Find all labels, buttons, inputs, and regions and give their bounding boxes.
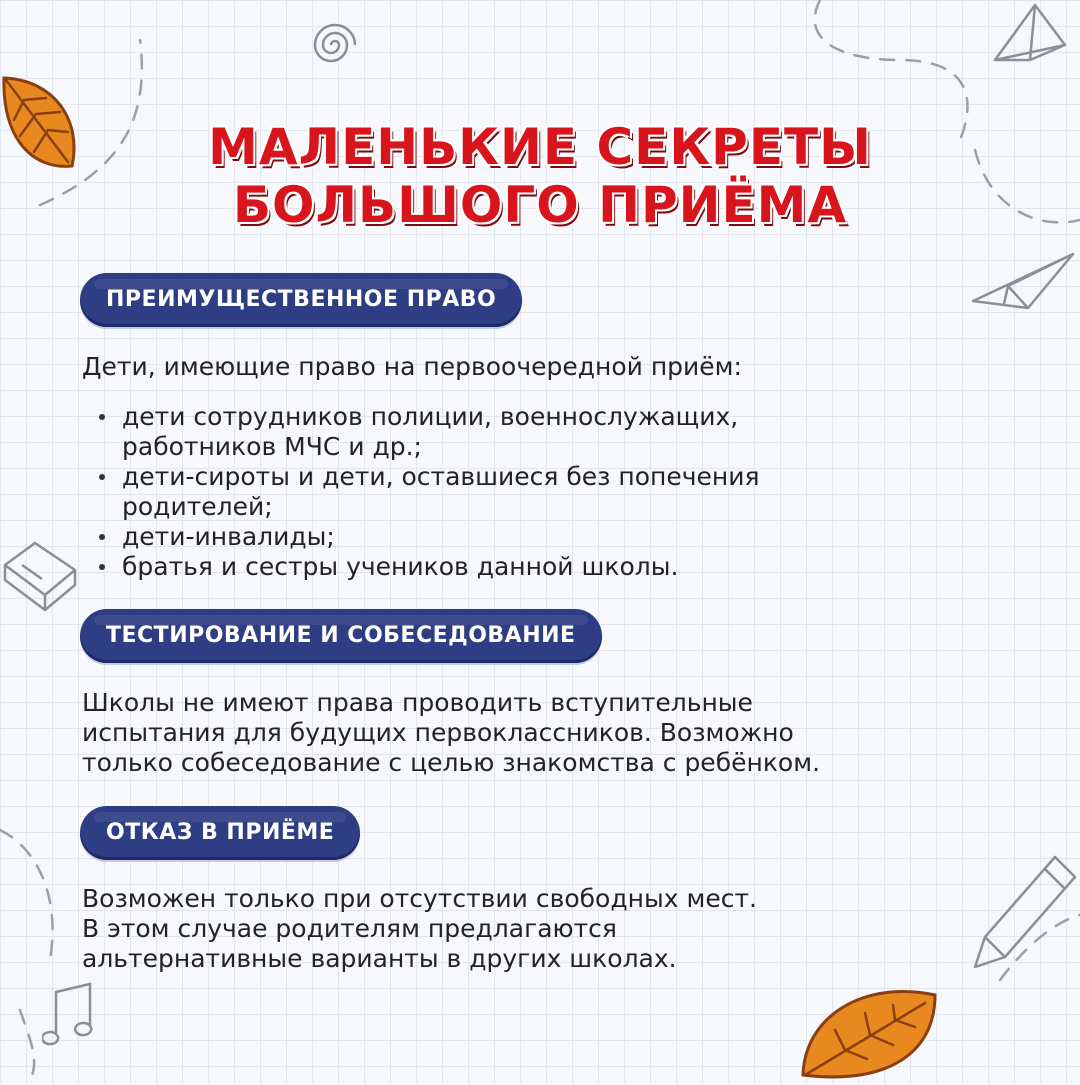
- music-note-icon: [42, 980, 102, 1050]
- section-heading-testing: ТЕСТИРОВАНИЕ И СОБЕСЕДОВАНИЕ: [80, 609, 602, 663]
- list-item: братья и сестры учеников данной школы.: [96, 552, 760, 582]
- list-item: дети-инвалиды;: [96, 522, 760, 552]
- list-item: дети сотрудников полиции, военнослужащих, работников МЧС и др.;: [96, 402, 760, 462]
- paper-plane-icon: [968, 246, 1078, 316]
- pyramid-icon: [985, 0, 1075, 80]
- testing-paragraph: Школы не имеют права проводить вступительные испытания для будущих первоклассников. Возможно только собеседование с целью знакомства с ребёнком.: [82, 688, 821, 777]
- autumn-leaf-icon: [795, 975, 945, 1085]
- refusal-paragraph: Возможен только при отсутствии свободных мест. В этом случае родителям предлагаются альтернативные варианты в других школах.: [82, 884, 757, 973]
- section-heading-priority-right: ПРЕИМУЩЕСТВЕННОЕ ПРАВО: [80, 273, 522, 327]
- section-intro: Дети, имеющие право на первоочередной приём:: [82, 352, 742, 381]
- pencil-icon: [960, 842, 1080, 982]
- page-title: [0, 118, 1080, 234]
- section-heading-refusal: ОТКАЗ В ПРИЁМЕ: [80, 806, 360, 860]
- list-item: дети-сироты и дети, оставшиеся без попечения родителей;: [96, 462, 760, 522]
- priority-list: [96, 402, 760, 582]
- book-icon: [0, 535, 80, 615]
- title-line-2: БОЛЬШОГО ПРИЁМА: [232, 176, 848, 234]
- spiral-icon: [290, 0, 380, 90]
- title-line-1: МАЛЕНЬКИЕ СЕКРЕТЫ: [208, 118, 872, 176]
